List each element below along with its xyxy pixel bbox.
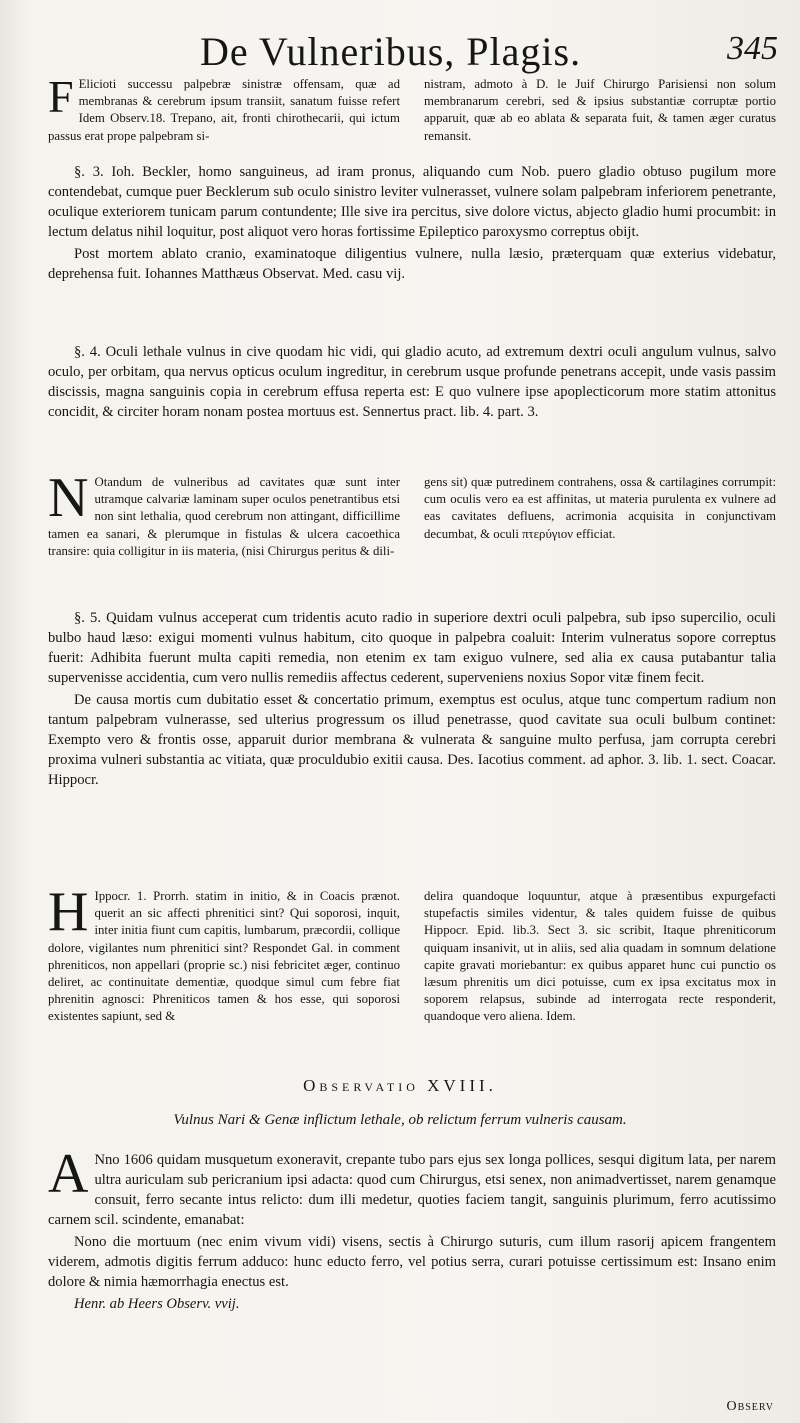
observation-paragraph-2: Nono die mortuum (nec enim vivum vidi) visens, sectis à Chirurgo suturis, cum illum rasorij apicem frangentem viderem, admotis digitis ferrum adduco: hunc educto ferro, vel potius serra, curari potuisse certissimum est: Insano enim dolore & nimia hæmorrhagia enectus est. xyxy=(48,1234,776,1290)
dropcap-a: A xyxy=(48,1143,89,1205)
section-4 xyxy=(48,342,776,424)
observation-citation: Henr. ab Heers Observ. vvij. xyxy=(74,1296,240,1312)
dropcap-n: N xyxy=(48,467,89,529)
note-1-left-column xyxy=(48,467,400,560)
page-header xyxy=(0,20,800,80)
intro-left-text: Elicioti successu palpebræ sinistræ offensam, quæ ad membranas & cerebrum ipsum transiit, sanatum fuisse refert Idem Observ.18. Trepano, ait, fronti chirothecarii, qui ictum passus erat prope palpebram si- xyxy=(48,77,400,143)
observation-paragraph-1 xyxy=(48,1143,776,1230)
section-4-paragraph-1: §. 4. Oculi lethale vulnus in cive quodam hic vidi, qui gladio acuto, ad extremum dextri oculi angulum vulnus, salvo oculo, per orbitam, qua nervus opticus oculum ingreditur, in cerebrum usque profunde penetrans accepit, unde vasis passim discissis, magna sanguinis copia in cerebrum effusa reperta est: E quo vulnere ipse apoplecticorum more statim attonitus concidit, & circiter horam nonam postea mortuus est. Sennertus pract. lib. 4. part. 3. xyxy=(48,344,776,420)
section-3-paragraph-2: Post mortem ablato cranio, examinatoque diligentius vulnere, nulla læsio, præterquam quæ exterius videbatur, deprehensa fuit. Iohannes Matthæus Observat. Med. casu vij. xyxy=(48,246,776,282)
dropcap-h: H xyxy=(48,881,89,943)
page-number: 345 xyxy=(727,30,778,67)
note-1-left-text: Otandum de vulneribus ad cavitates quæ sunt inter utramque calvariæ laminam super oculos penetrantibus etsi non sint lethalia, quod cerebrum non attingant, difficillime tamen ea sanari, & plerumque in fistulas & ulcera cacoethica transire: quia colligitur in iis materia, (nisi Chirurgus peritus & dili- xyxy=(48,475,400,558)
dropcap-f: F xyxy=(48,71,74,122)
note-2-right-column: delira quandoque loquuntur, atque à præsentibus expurgefacti stupefactis similes videntur, & tales quidem fuisse de quibus Hippocr. Epid. lib.3. Sect 3. sic scribit, Itaque phreniticorum quiquam insanivit, ut in aliis, sed alia quadam in somnum delatione capite gravati moriebantur: ex quibus apparet hunc cui punctio os læsum phrenitis um dici potuisse, cum ex ipsa excitatus mox in soporem relapsus, subinde ad interrogata recte responderit, quandoque vero aliena. Idem. xyxy=(424,889,776,1024)
running-title: De Vulneribus, Plagis. xyxy=(200,29,582,74)
section-5-paragraph-1: §. 5. Quidam vulnus acceperat cum tridentis acuto radio in superiore dextri oculi palpebra, sub ipso supercilio, oculi bulbo haud læso: exigui momenti vulnus habitum, cito quoque in palpebra coaluit: Interim vulneratus sopore correptus fuerit: Adhibita fuerunt multa capiti remedia, non etenim ex tam exiguo vulnere, sed alia ex causa putabantur talia supervenisse accidentia, cum vero nullis remediis affectus cederent, superveniens noxius Sopor vitæ finem fecit. xyxy=(48,610,776,686)
note-1-columns xyxy=(48,467,776,560)
section-3 xyxy=(48,162,776,286)
note-2-left-column xyxy=(48,881,400,1026)
section-3-paragraph-1: §. 3. Ioh. Beckler, homo sanguineus, ad iram pronus, aliquando cum Nob. puero gladio obtuso pugilum more contendebat, cumque puer Becklerum sub oculo sinistro leviter vulnerasset, vulnere solam palpebram inferiorem penetrante, oculique exteriorem tunicam parum contundente; Ille sive ira percitus, sive dolore victus, abjecto gladio humi procumbit: in lectum delatus nihil loquitur, post aliquot vero horas fortissime Epileptico paroxysmo correptus obijt. xyxy=(48,164,776,240)
catchword: Observ xyxy=(726,1399,774,1414)
note-2-columns xyxy=(48,881,776,1026)
note-2-left-text: Ippocr. 1. Prorrh. statim in initio, & in Coacis prænot. querit an sic affecti phrenitici sint? Qui soporosi, inquit, inter initia fiunt cum capitis, lumbarum, præcordii, collique dolore, vigilantes num phrenitici sint? Respondet Gal. in comment phreniticos, non appellari (proprie sc.) nisi febricitet æger, continuo deliret, ac continuitate dementiæ, quodque simul cum febre fiat phrenitin agnosci: Phreniticos tamen & hos esse, qui soporosi existentes sapiunt, sed & xyxy=(48,889,400,1024)
observation-paragraph-1-text: Nno 1606 quidam musquetum exoneravit, crepante tubo pars ejus sex longa pollices, sesqui digitum lata, per narem ultra auriculam sub pericranium ipsi adacta: quod cum Chirurgus, etsi senex, non animadvertisset, narem genamque consuit, ferro secante intus relicto: dum illi medetur, quoties faciem tangit, sanguinis plurimum, ferro acutissimo carnem scil. scindente, emanabat: xyxy=(48,1152,776,1228)
observation-subtitle: Vulnus Nari & Genæ inflictum lethale, ob relictum ferrum vulneris causam. xyxy=(173,1112,627,1128)
observation-heading: Observatio XVIII. xyxy=(303,1076,497,1095)
intro-left-column xyxy=(48,71,400,145)
intro-right-column: nistram, admoto à D. le Juif Chirurgo Parisiensi non solum membranarum cerebri, sed & ipsius substantiæ corruptæ portio apparuit, quæ ab eo ablata & separata fuit, & tamen æger curatus remansit. xyxy=(424,77,776,143)
intro-columns xyxy=(48,71,776,145)
note-1-right-column: gens sit) quæ putredinem contrahens, ossa & cartilagines corrumpit: cum oculis vero ea est affinitas, ut materia purulenta ex vulnere ad eas cavitates defluens, acrimonia acquisita in conjunctivam decumbat, & oculi πτερύγιον efficiat. xyxy=(424,475,776,541)
observation-body xyxy=(48,1143,776,1316)
section-5 xyxy=(48,608,776,792)
section-5-paragraph-2: De causa mortis cum dubitatio esset & concertatio primum, exemptus est oculus, atque tunc compertum radium non tantum palpebram vulnerasse, sed ulterius progressum os illud penetrasse, quod cavitate sua oculi bulbum continet: Exempto vero & frontis osse, apparuit durior membrana & vulnerata & sanguine multo perfusa, jam corrupta cerebri proxima vulneri substantia ac vitiata, quæ proculdubio exitii causa. Des. Iacotius comment. ad aphor. 3. lib. 1. sect. Coacar. Hippocr. xyxy=(48,692,776,788)
